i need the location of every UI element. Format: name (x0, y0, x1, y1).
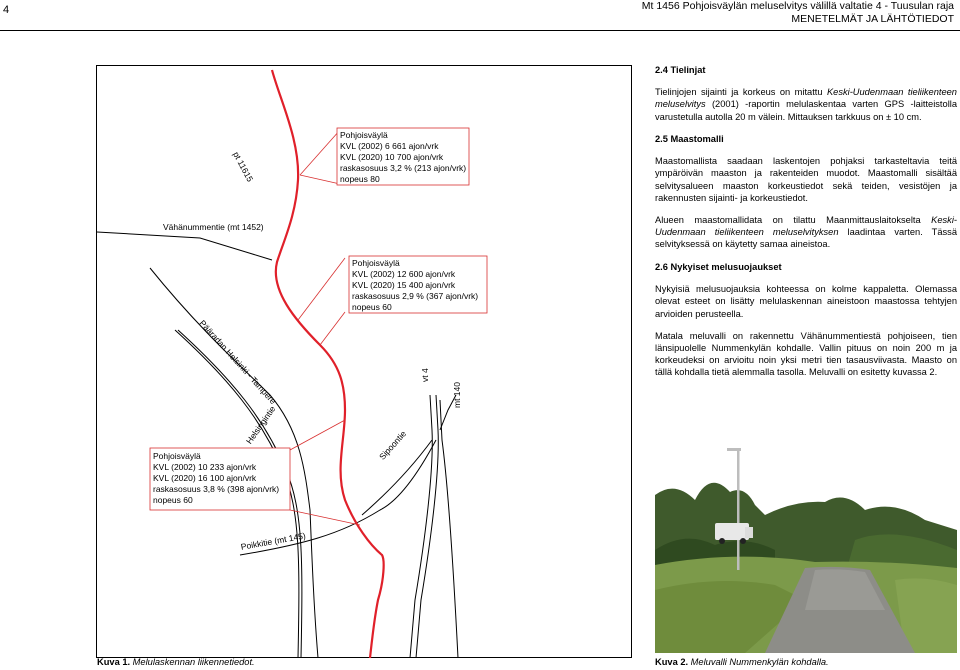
box-line: nopeus 80 (340, 174, 380, 184)
text-span: (2001) -raportin melulaskentaa varten GPS -laitteistolla varustetulla autolla 20 m välein. Mittauksen tarkkuus on ± 10 cm. (655, 99, 957, 122)
page-number: 4 (3, 4, 10, 16)
poikkitie-label: Poikkitie (mt 145) (240, 530, 307, 552)
callout-line-2b (320, 312, 345, 345)
box-line: KVL (2002) 12 600 ajon/vrk (352, 269, 456, 279)
traffic-box-south (153, 451, 279, 506)
text-span: laadintaa varten. Tässä selvityksessä on käytetty samaa aineistoa. (655, 227, 957, 250)
callout-line-2a (298, 258, 345, 320)
header-subtitle: MENETELMÄT JA LÄHTÖTIEDOT (791, 13, 954, 25)
box-line: Pohjoisväylä (153, 451, 201, 461)
box-line: raskasosuus 3,8 % (398 ajon/vrk) (153, 484, 280, 494)
section-2-5 (655, 133, 957, 251)
photo-drawing (655, 400, 957, 653)
figure1-caption-text: Melulaskennan liikennetiedot. (132, 657, 255, 667)
vahanummentie-road (97, 232, 272, 260)
section-2-4-body (655, 86, 957, 123)
text-span: Tielinjojen sijainti ja korkeus on mitattu (655, 87, 827, 98)
box-line: KVL (2002) 6 661 ajon/vrk (340, 141, 439, 151)
section-2-5-heading: 2.5 Maastomalli (655, 134, 724, 144)
callout-line-1b (300, 175, 340, 184)
vt4-label: vt 4 (420, 368, 430, 382)
section-2-5-p1: Maastomallista saadaan laskentojen pohjaksi tarkasteltavia teitä ympäröivän maaston ja rakenteiden muodot. Maastomalli sisältää selvitysalueen maaston korkeustiedot sekä teiden, vesistöjen ja rakennusten sijainti- ja korkeustiedot. (655, 156, 957, 203)
header-title: Mt 1456 Pohjoisväylän meluselvitys välillä valtatie 4 - Tuusulan raja (641, 0, 954, 12)
sipoontie-road (362, 440, 432, 515)
traffic-box-middle (352, 258, 478, 313)
box-line: KVL (2020) 16 100 ajon/vrk (153, 473, 257, 483)
callout-line-1a (300, 130, 340, 175)
figure2-caption-text: Meluvalli Nummenkylän kohdalla. (690, 657, 829, 667)
section-2-4 (655, 64, 957, 123)
box-line: Pohjoisväylä (352, 258, 400, 268)
box-line: Pohjoisväylä (340, 130, 388, 140)
box-line: raskasosuus 2,9 % (367 ajon/vrk) (352, 291, 479, 301)
box-line: raskasosuus 3,2 % (213 ajon/vrk) (340, 163, 467, 173)
vt4-road-1 (410, 395, 432, 658)
vahanummentie-label: Vähänummentie (mt 1452) (163, 222, 264, 232)
figure1-caption (97, 657, 255, 667)
figure2-caption-label: Kuva 2. (655, 657, 689, 667)
box-line: nopeus 60 (153, 495, 193, 505)
box-line: nopeus 60 (352, 302, 392, 312)
callout-line-3a (290, 420, 345, 450)
box-line: KVL (2002) 10 233 ajon/vrk (153, 462, 257, 472)
traffic-box-north (340, 130, 466, 185)
text-span: Alueen maastomallidata on tilattu Maanmittauslaitokselta (655, 215, 932, 226)
report-title: Keski-Uudenmaan tieliikenteen meluselvitys (655, 87, 957, 110)
section-2-6-p2: Matala meluvalli on rakennettu Vähänummentiestä pohjoiseen, tien länsipuolelle Nummenkylän kohdalle. Vallin pituus on noin 200 m ja korkeudeksi on arvioitu noin yksi metri tien tasausviivasta. Maasto on tällä kohdalla tietä alemmalla tasolla. Meluvalli on esitetty kuvassa 2. (655, 330, 957, 378)
pt-label: pt 11615 (231, 150, 256, 184)
helsingintie-label: Helsingintie (244, 403, 278, 446)
mt140-road (440, 400, 458, 658)
section-2-6-p1: Nykyisiä melusuojauksia kohteessa on kolme kappaletta. Olemassa olevat esteet on lisätty melulaskennan aineistoon maastossa tehtyjen arvioiden perusteella. (655, 284, 957, 319)
railway-label: Pääradan Helsinki - Tampere (197, 318, 279, 407)
report-title: Keski-Uudenmaan tieliikenteen meluselvityksen (655, 215, 957, 238)
sipoontie-label: Sipoontie (377, 428, 409, 462)
mt140-label: mt 140 (452, 382, 462, 408)
box-line: KVL (2020) 10 700 ajon/vrk (340, 152, 444, 162)
section-2-5-p2 (655, 214, 957, 251)
section-2-4-heading: 2.4 Tielinjat (655, 65, 706, 75)
figure2-caption (655, 657, 829, 667)
figure1-caption-label: Kuva 1. (97, 657, 131, 667)
meluvalli-photo (655, 400, 957, 653)
section-2-6-heading: 2.6 Nykyiset melusuojaukset (655, 262, 782, 272)
section-2-6 (655, 261, 957, 379)
vt4-road-2 (416, 395, 438, 658)
box-line: KVL (2020) 15 400 ajon/vrk (352, 280, 456, 290)
